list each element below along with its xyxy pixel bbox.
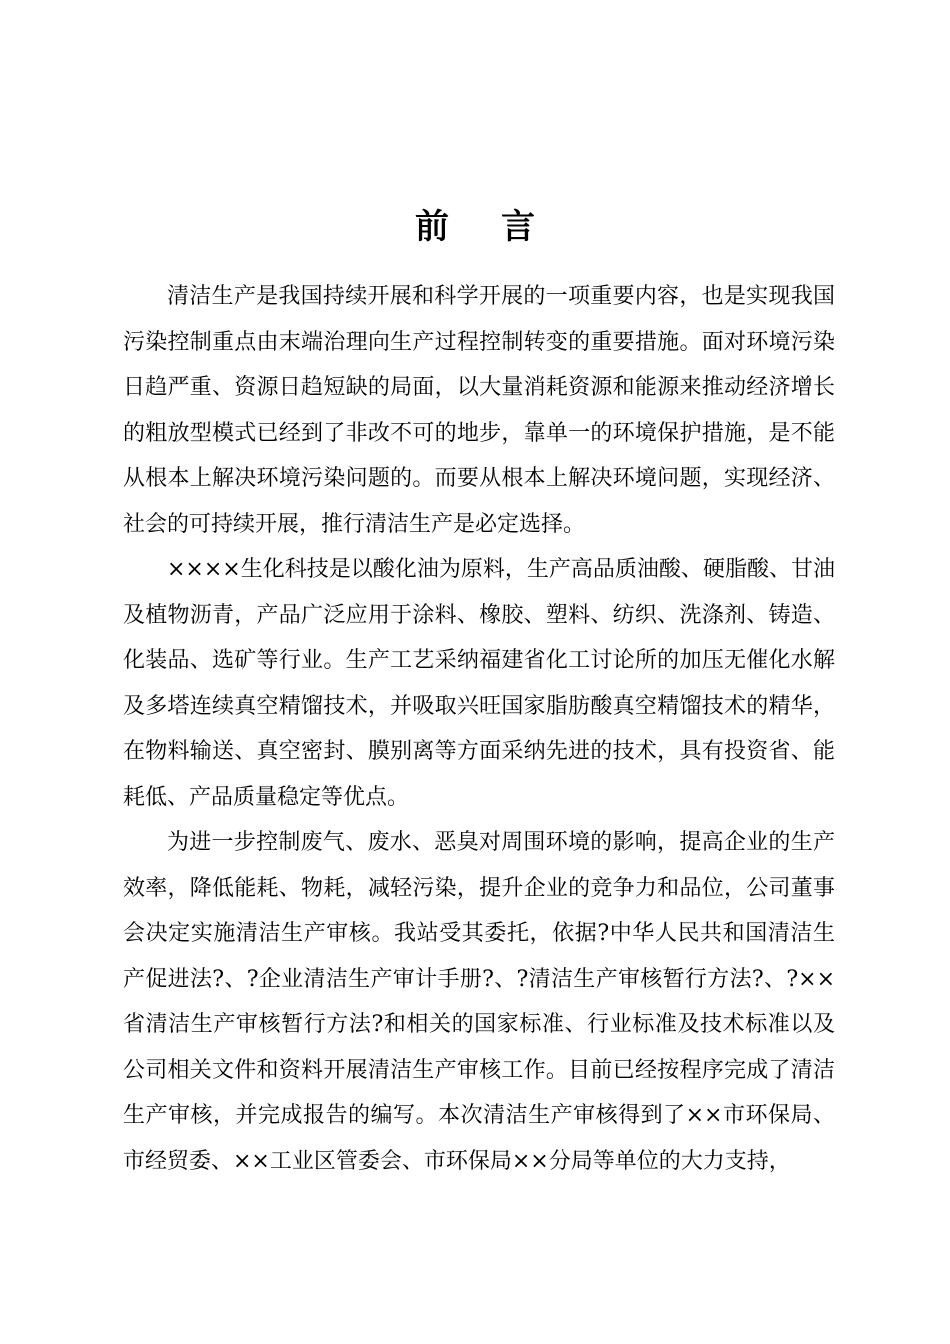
page-title: 前言 bbox=[415, 206, 587, 247]
paragraph-3: 为进一步控制废气、废水、恶臭对周围环境的影响，提高企业的生产效率，降低能耗、物耗，减轻污染，提升企业的竞争力和品位，公司董事会决定实施清洁生产审核。我站受其委托，依据?中华人民共和国清洁生产促进法?、?企业清洁生产审计手册?、?清洁生产审核暂行方法?、?××省清洁生产审核暂行方法?和相关的国家标准、行业标准及技术标准以及公司相关文件和资料开展清洁生产审核工作。目前已经按程序完成了清洁生产审核，并完成报告的编写。本次清洁生产审核得到了××市环保局、市经贸委、××工业区管委会、市环保局××分局等单位的大力支持， bbox=[123, 830, 835, 1174]
paragraph-2: ××××生化科技是以酸化油为原料，生产高品质油酸、硬脂酸、甘油及植物沥青，产品广泛应用于涂料、橡胶、塑料、纺织、洗涤剂、铸造、化装品、选矿等行业。生产工艺采纳福建省化工讨论所的加压无催化水解及多塔连续真空精馏技术，并吸取兴旺国家脂肪酸真空精馏技术的精华，在物料输送、真空密封、膜别离等方面采纳先进的技术，具有投资省、能耗低、产品质量稳定等优点。 bbox=[123, 557, 835, 810]
paragraph-1: 清洁生产是我国持续开展和科学开展的一项重要内容，也是实现我国污染控制重点由末端治理向生产过程控制转变的重要措施。面对环境污染日趋严重、资源日趋短缺的局面，以大量消耗资源和能源来推动经济增长的粗放型模式已经到了非改不可的地步，靠单一的环境保护措施，是不能从根本上解决环境污染问题的。而要从根本上解决环境问题，实现经济、社会的可持续开展，推行清洁生产是必定选择。 bbox=[123, 284, 835, 537]
body-text bbox=[123, 274, 835, 1184]
